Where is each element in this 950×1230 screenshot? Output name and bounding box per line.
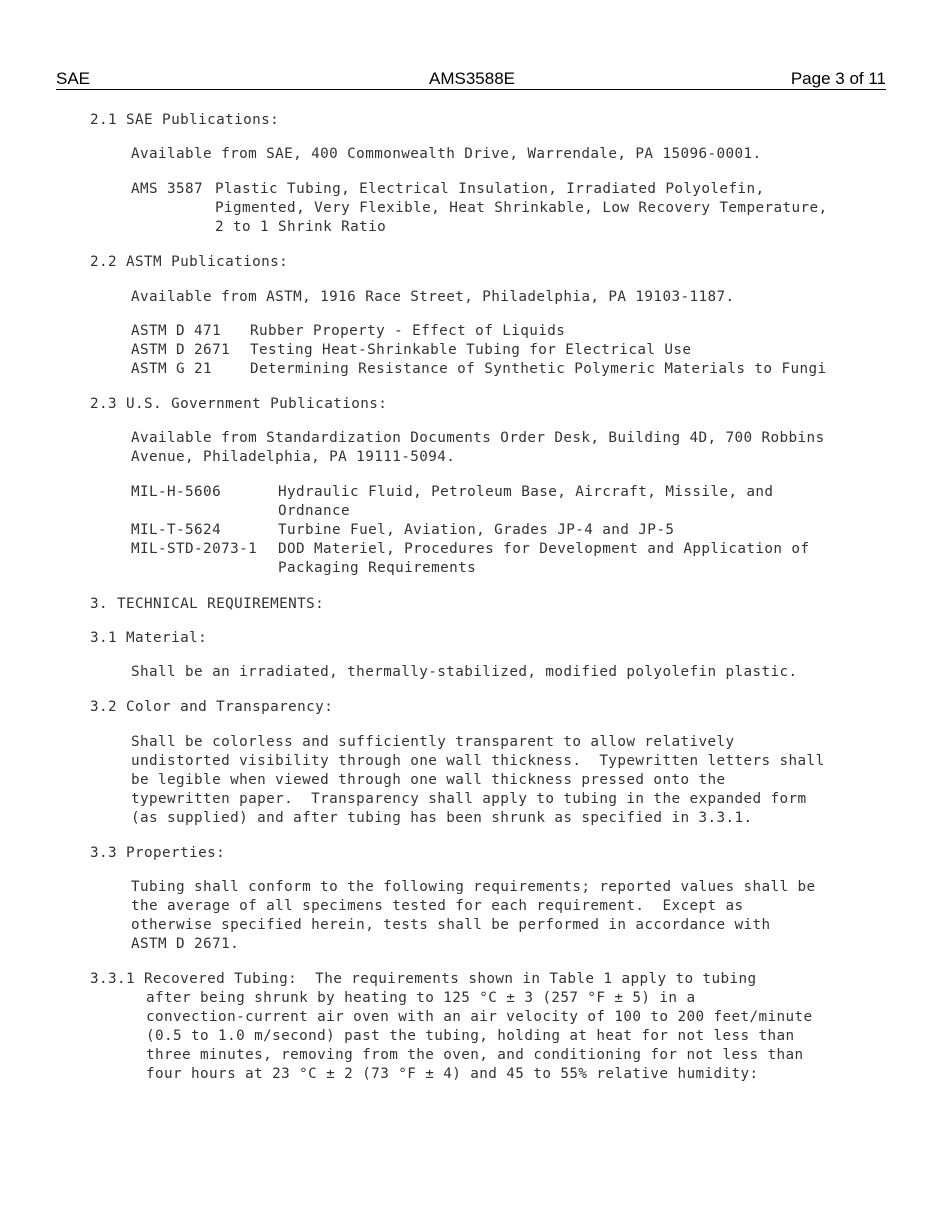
reference-id: MIL-STD-2073-1 (131, 541, 258, 557)
header-org: SAE (56, 69, 91, 88)
reference-title: 2 to 1 Shrink Ratio (215, 219, 387, 235)
paragraph-line: three minutes, removing from the oven, and conditioning for not less than (146, 1047, 804, 1063)
reference-id: MIL-H-5606 (131, 484, 222, 500)
section-heading-3-1: 3.1 Material: (90, 630, 208, 646)
page-header (56, 68, 886, 90)
paragraph-line: convection-current air oven with an air velocity of 100 to 200 feet/minute (146, 1009, 813, 1025)
paragraph-line: the average of all specimens tested for each requirement. Except as (131, 898, 744, 914)
paragraph-line: undistorted visibility through one wall thickness. Typewritten letters shall (131, 753, 825, 769)
paragraph-line-3-3-1-heading: 3.3.1 Recovered Tubing: The requirements shown in Table 1 apply to tubing (90, 971, 757, 987)
header-doc-number: AMS3588E (429, 69, 515, 88)
reference-title: DOD Materiel, Procedures for Development and Application of (278, 541, 810, 557)
paragraph-line: otherwise specified herein, tests shall be performed in accordance with (131, 917, 771, 933)
availability-text: Available from ASTM, 1916 Race Street, Philadelphia, PA 19103-1187. (131, 289, 735, 305)
section-heading-2-1: 2.1 SAE Publications: (90, 112, 280, 128)
paragraph-line: Tubing shall conform to the following requirements; reported values shall be (131, 879, 816, 895)
paragraph-line: be legible when viewed through one wall thickness pressed onto the (131, 772, 726, 788)
availability-text: Available from SAE, 400 Commonwealth Drive, Warrendale, PA 15096-0001. (131, 146, 762, 162)
section-heading-3-2: 3.2 Color and Transparency: (90, 699, 334, 715)
reference-title: Pigmented, Very Flexible, Heat Shrinkable, Low Recovery Temperature, (215, 200, 828, 216)
reference-title: Plastic Tubing, Electrical Insulation, Irradiated Polyolefin, (215, 181, 765, 197)
reference-id: ASTM D 471 (131, 323, 222, 339)
paragraph-line: after being shrunk by heating to 125 °C ± 3 (257 °F ± 5) in a (146, 990, 696, 1006)
reference-id: AMS 3587 (131, 181, 204, 197)
paragraph-line: Shall be an irradiated, thermally-stabilized, modified polyolefin plastic. (131, 664, 798, 680)
paragraph-line: four hours at 23 °C ± 2 (73 °F ± 4) and 45 to 55% relative humidity: (146, 1066, 759, 1082)
reference-title: Packaging Requirements (278, 560, 477, 576)
reference-title: Rubber Property - Effect of Liquids (250, 323, 566, 339)
section-heading-2-2: 2.2 ASTM Publications: (90, 254, 289, 270)
reference-title: Determining Resistance of Synthetic Polymeric Materials to Fungi (250, 361, 827, 377)
section-heading-3-3: 3.3 Properties: (90, 845, 226, 861)
reference-id: MIL-T-5624 (131, 522, 222, 538)
paragraph-line: Shall be colorless and sufficiently transparent to allow relatively (131, 734, 735, 750)
section-heading-3: 3. TECHNICAL REQUIREMENTS: (90, 596, 325, 612)
reference-title: Turbine Fuel, Aviation, Grades JP-4 and JP-5 (278, 522, 675, 538)
availability-text: Avenue, Philadelphia, PA 19111-5094. (131, 449, 456, 465)
reference-title: Ordnance (278, 503, 351, 519)
paragraph-line: (as supplied) and after tubing has been shrunk as specified in 3.3.1. (131, 810, 753, 826)
availability-text: Available from Standardization Documents Order Desk, Building 4D, 700 Robbins (131, 430, 825, 446)
paragraph-line: typewritten paper. Transparency shall apply to tubing in the expanded form (131, 791, 807, 807)
paragraph-line: ASTM D 2671. (131, 936, 240, 952)
reference-title: Hydraulic Fluid, Petroleum Base, Aircraft, Missile, and (278, 484, 774, 500)
reference-id: ASTM D 2671 (131, 342, 231, 358)
section-heading-2-3: 2.3 U.S. Government Publications: (90, 396, 388, 412)
header-page-number: Page 3 of 11 (790, 69, 886, 88)
paragraph-line: (0.5 to 1.0 m/second) past the tubing, holding at heat for not less than (146, 1028, 795, 1044)
reference-id: ASTM G 21 (131, 361, 213, 377)
reference-title: Testing Heat-Shrinkable Tubing for Electrical Use (250, 342, 692, 358)
